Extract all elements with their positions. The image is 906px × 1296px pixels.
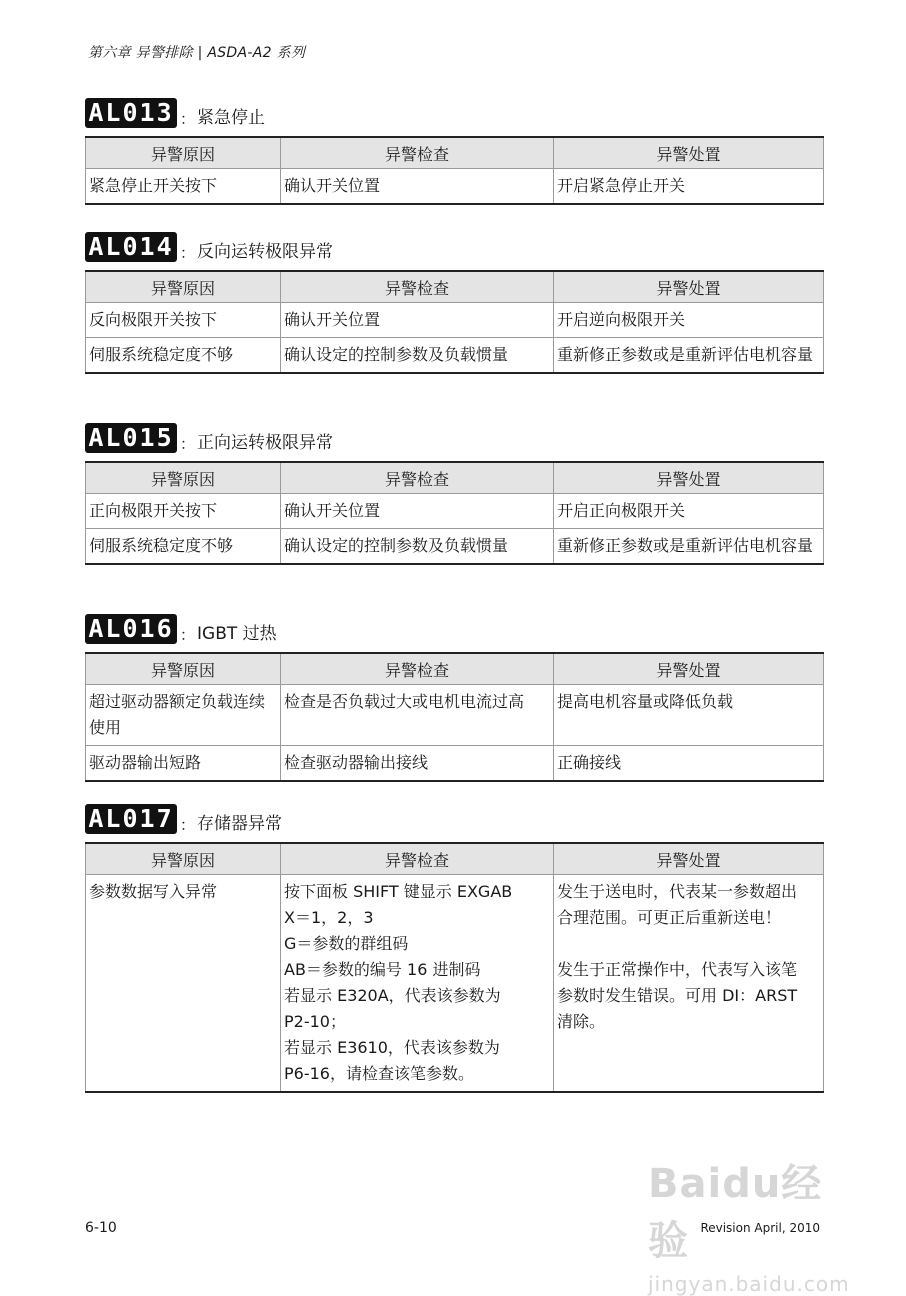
cell-line: 若显示 E3610，代表该参数为 [284,1038,500,1057]
alarm-code-display: AL016 [85,614,177,644]
check-cell: 确认开关位置 [281,303,554,338]
cause-cell: 驱动器输出短路 [86,746,281,782]
column-header: 异警检查 [281,462,554,494]
cause-cell: 正向极限开关按下 [86,494,281,529]
cause-cell: 超过驱动器额定负载连续使用 [86,685,281,746]
title-separator: ： [180,816,196,834]
title-separator: ： [180,110,196,128]
column-header: 异警处置 [554,843,824,875]
section-title [85,232,823,262]
table-row [86,685,824,746]
action-cell: 开启正向极限开关 [554,494,824,529]
alarm-title: 正向运转极限异常 [197,433,334,453]
column-header: 异警检查 [281,843,554,875]
cell-line: P2-10； [284,1012,346,1031]
alarm-section [85,232,823,374]
column-header: 异警处置 [554,462,824,494]
action-cell: 重新修正参数或是重新评估电机容量 [554,529,824,565]
column-header: 异警原因 [86,653,281,685]
column-header: 异警原因 [86,462,281,494]
running-header: 第六章 异警排除 | ASDA-A2 系列 [88,45,306,61]
alarm-title: 反向运转极限异常 [197,242,334,262]
alarm-table [85,461,824,565]
column-header: 异警原因 [86,843,281,875]
alarm-section [85,423,823,565]
alarm-section [85,614,823,782]
action-cell: 提高电机容量或降低负载 [554,685,824,746]
column-header: 异警检查 [281,653,554,685]
action-cell: 正确接线 [554,746,824,782]
cell-line: 清除。 [557,1012,606,1031]
table-row [86,746,824,782]
section-title [85,423,823,453]
check-cell: 确认设定的控制参数及负载惯量 [281,338,554,374]
title-separator: ： [180,435,196,453]
check-cell: 检查驱动器输出接线 [281,746,554,782]
alarm-title: 存储器异常 [197,814,283,834]
check-cell: 检查是否负载过大或电机电流过高 [281,685,554,746]
action-cell [554,875,824,1093]
column-header: 异警检查 [281,137,554,169]
check-cell: 确认开关位置 [281,169,554,205]
cell-line: 发生于送电时，代表某一参数超出 [557,882,798,901]
action-cell: 开启逆向极限开关 [554,303,824,338]
column-header: 异警处置 [554,271,824,303]
cell-line: AB＝参数的编号 16 进制码 [284,960,481,979]
alarm-table [85,270,824,374]
column-header: 异警处置 [554,653,824,685]
cell-line: 参数时发生错误。可用 DI：ARST [557,986,798,1005]
table-row [86,529,824,565]
cause-cell: 参数数据写入异常 [86,875,281,1093]
action-cell: 重新修正参数或是重新评估电机容量 [554,338,824,374]
alarm-code-display: AL013 [85,98,177,128]
alarm-table [85,136,824,205]
alarm-table [85,842,824,1093]
title-separator: ： [180,626,196,644]
alarm-section [85,804,823,1093]
cause-cell: 伺服系统稳定度不够 [86,338,281,374]
column-header: 异警原因 [86,137,281,169]
cell-line: 合理范围。可更正后重新送电！ [557,908,782,927]
cell-line: P6-16，请检查该笔参数。 [284,1064,474,1083]
cell-line: G＝参数的群组码 [284,934,409,953]
cause-cell: 反向极限开关按下 [86,303,281,338]
section-title [85,614,823,644]
table-row [86,338,824,374]
watermark-logo: Baidu经验 [648,1161,823,1264]
blank-line [557,931,820,957]
cell-line: 发生于正常操作中，代表写入该笔 [557,960,798,979]
alarm-code-display: AL017 [85,804,177,834]
column-header: 异警原因 [86,271,281,303]
alarm-code-display: AL015 [85,423,177,453]
cause-cell: 伺服系统稳定度不够 [86,529,281,565]
cell-line: 按下面板 SHIFT 键显示 EXGAB [284,882,513,901]
check-cell [281,875,554,1093]
section-title [85,98,823,128]
table-row [86,875,824,1093]
column-header: 异警处置 [554,137,824,169]
alarm-title: IGBT 过热 [197,624,277,644]
check-cell: 确认开关位置 [281,494,554,529]
table-row [86,169,824,205]
alarm-title: 紧急停止 [197,108,266,128]
alarm-section [85,98,823,205]
page-number: 6-10 [85,1220,117,1236]
column-header: 异警检查 [281,271,554,303]
cell-line: 若显示 E320A，代表该参数为 [284,986,501,1005]
section-title [85,804,823,834]
action-cell: 开启紧急停止开关 [554,169,824,205]
cell-line: X＝1，2，3 [284,908,374,927]
alarm-code-display: AL014 [85,232,177,262]
watermark [648,1152,858,1296]
title-separator: ： [180,244,196,262]
table-row [86,303,824,338]
alarm-table [85,652,824,782]
watermark-site: jingyan.baidu.com [648,1272,850,1296]
revision-note: Revision April, 2010 [700,1221,820,1235]
table-row [86,494,824,529]
cause-cell: 紧急停止开关按下 [86,169,281,205]
check-cell: 确认设定的控制参数及负载惯量 [281,529,554,565]
